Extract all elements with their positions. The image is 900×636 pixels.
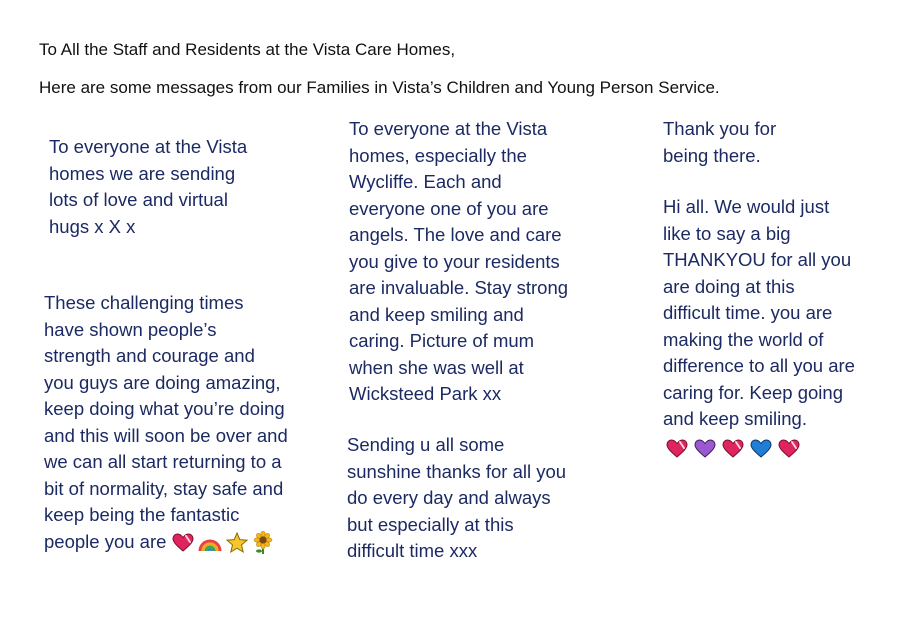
heart-ribbon-icon: [172, 533, 194, 553]
message-line: hugs x X x: [49, 215, 136, 237]
emoji-row: [172, 531, 274, 555]
purple-heart-icon: [694, 439, 716, 459]
message-line: bit of normality, stay safe and: [44, 477, 284, 499]
message-line: have shown people’s: [44, 318, 217, 340]
intro-line: Here are some messages from our Families in Vista’s Children and Young Person Service.: [39, 78, 720, 97]
message-line: we can all start returning to a: [44, 451, 282, 472]
message-line: homes we are sending: [49, 162, 236, 184]
message-line: difficult time xxx: [347, 540, 478, 561]
message-thank-you: [663, 116, 776, 169]
blue-heart-icon: [750, 439, 772, 459]
message-line: everyone one of you are: [349, 197, 549, 219]
message-big-thankyou: [663, 194, 855, 433]
message-line: caring. Picture of mum: [349, 330, 535, 351]
sunflower-icon: [252, 531, 274, 555]
message-line: when she was well at: [349, 356, 524, 378]
message-line: making the world of: [663, 328, 824, 350]
message-line: To everyone at the Vista: [349, 118, 548, 139]
heart-ribbon-icon: [666, 439, 688, 459]
message-line: Hi all. We would just: [663, 196, 830, 217]
message-line: difficult time. you are: [663, 302, 833, 323]
message-line: you give to your residents: [349, 250, 560, 272]
message-line: people you are: [44, 530, 167, 552]
message-line: difference to all you are: [663, 355, 855, 376]
message-line: keep being the fantastic: [44, 504, 240, 525]
greeting-line: To All the Staff and Residents at the Vista Care Homes,: [39, 40, 456, 59]
message-line: Sending u all some: [347, 434, 505, 455]
message-line: you guys are doing amazing,: [44, 371, 281, 393]
message-line: and this will soon be over and: [44, 424, 288, 446]
message-line: Wycliffe. Each and: [349, 171, 502, 192]
message-love-and-hugs: [49, 134, 247, 240]
message-line: are invaluable. Stay strong: [349, 277, 569, 298]
message-line: and keep smiling.: [663, 408, 807, 429]
star-icon: [226, 532, 248, 554]
message-challenging-times: [44, 290, 288, 555]
message-line: like to say a big: [663, 222, 791, 244]
message-line: keep doing what you’re doing: [44, 398, 285, 419]
message-line: Thank you for: [663, 118, 777, 139]
message-line: strength and courage and: [44, 345, 255, 366]
message-line: but especially at this: [347, 513, 514, 535]
message-wycliffe-angels: [349, 116, 568, 408]
rainbow-icon: [198, 533, 222, 553]
message-line: sunshine thanks for all you: [347, 460, 567, 482]
message-sunshine: [347, 432, 566, 565]
message-line: and keep smiling and: [349, 303, 524, 325]
message-line-with-emojis: [44, 529, 288, 556]
message-line: THANKYOU for all you: [663, 249, 852, 270]
message-line: angels. The love and care: [349, 224, 562, 245]
message-line: homes, especially the: [349, 144, 527, 166]
message-line: To everyone at the Vista: [49, 136, 248, 157]
message-line: being there.: [663, 144, 761, 166]
hearts-emoji-row: [666, 439, 800, 459]
heart-ribbon-icon: [722, 439, 744, 459]
message-line: caring for. Keep going: [663, 381, 843, 403]
message-line: are doing at this: [663, 275, 795, 297]
message-line: Wicksteed Park xx: [349, 383, 502, 404]
heart-ribbon-icon: [778, 439, 800, 459]
message-line: These challenging times: [44, 292, 244, 313]
message-line: lots of love and virtual: [49, 189, 228, 210]
message-line: do every day and always: [347, 487, 551, 508]
